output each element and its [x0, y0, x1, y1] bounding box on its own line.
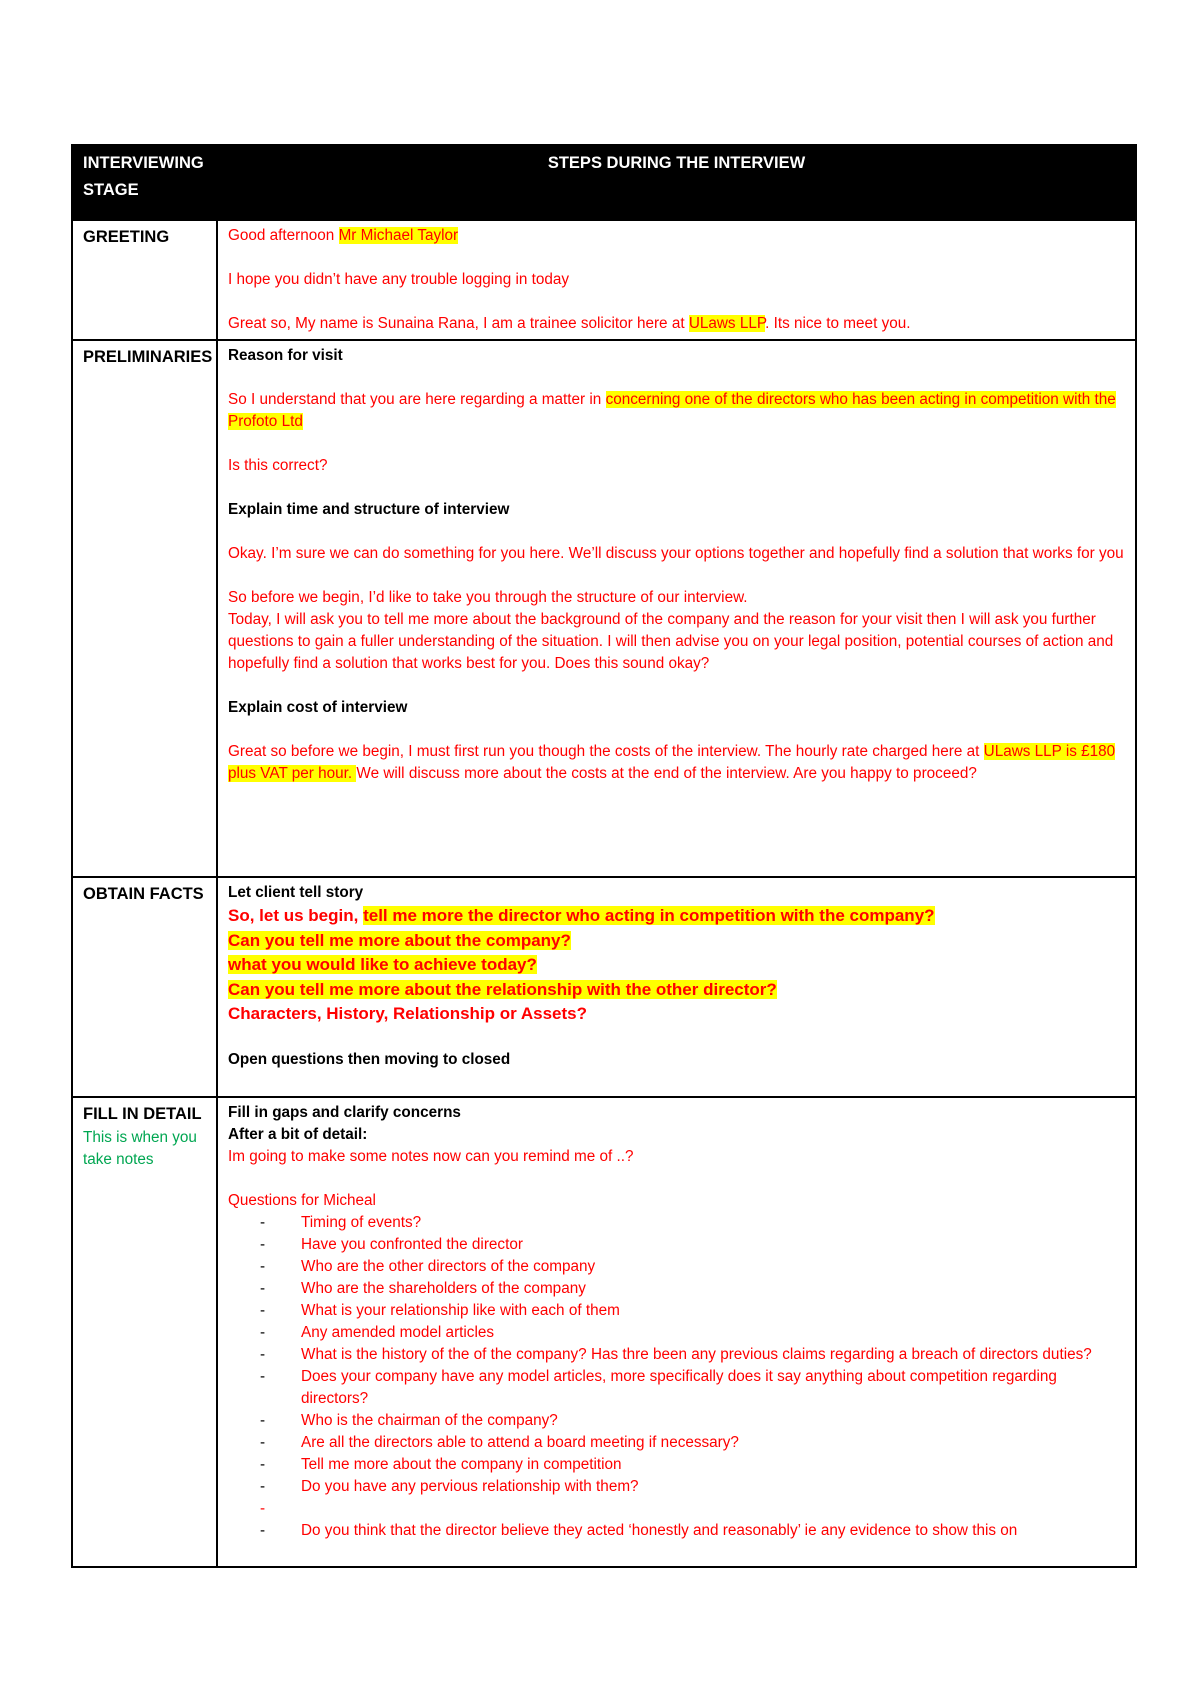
gaps-heading: Fill in gaps and clarify concerns [228, 1104, 461, 1121]
header-stage-cell [72, 145, 217, 220]
notes-paragraph: Im going to make some notes now can you remind me of ..? [228, 1148, 634, 1165]
list-item: - Do you think that the director believe they acted ‘honestly and reasonably’ ie any evidence to show this on [228, 1520, 1125, 1542]
list-item: - Have you confronted the director [228, 1234, 1125, 1256]
question-1 [228, 904, 1125, 929]
note-taking-hint: This is when you take notes [83, 1129, 197, 1168]
fill-in-detail-steps-cell [217, 1097, 1136, 1567]
open-closed-heading: Open questions then moving to closed [228, 1050, 511, 1068]
question-4 [228, 978, 1125, 1003]
question-3-text: what you would like to achieve today? [228, 955, 537, 974]
question-1-highlight: tell me more the director who acting in competition with the company? [363, 906, 935, 925]
obtain-facts-steps-cell [217, 877, 1136, 1097]
preliminaries-stage-label: PRELIMINARIES [83, 348, 213, 366]
preliminaries-steps-cell [217, 340, 1136, 877]
greeting-stage-cell [72, 220, 217, 340]
list-item: - What is your relationship like with each of them [228, 1300, 1125, 1322]
detail-heading: After a bit of detail: [228, 1126, 368, 1143]
client-name-highlight: Mr Michael Taylor [338, 227, 459, 244]
table-header-row [72, 145, 1136, 220]
question-1-text: So, let us begin, [228, 906, 364, 925]
fill-in-detail-stage-cell [72, 1097, 217, 1567]
structure-intro: So before we begin, I’d like to take you through the structure of our interview. [228, 589, 748, 606]
reason-for-visit-heading: Reason for visit [228, 347, 343, 364]
greeting-stage-label: GREETING [83, 228, 170, 246]
question-3 [228, 953, 1125, 978]
questions-heading: Questions for Micheal [228, 1192, 376, 1209]
obtain-facts-row [72, 877, 1136, 1097]
hourly-rate-highlight: ULaws LLP is £180 plus VAT per hour. [228, 743, 1116, 782]
list-item: - Who are the other directors of the company [228, 1256, 1125, 1278]
list-item: - Do you have any pervious relationship with them? [228, 1476, 1125, 1498]
cost-paragraph-text: Great so before we begin, I must first run you though the costs of the interview. The hourly rate charged here at [228, 743, 984, 760]
greeting-line-1-text: Good afternoon [228, 227, 339, 244]
reassurance-paragraph: Okay. I’m sure we can do something for you here. We’ll discuss your options together and hopefully find a solution that works for you [228, 545, 1124, 562]
greeting-line-1 [228, 225, 1125, 247]
greeting-line-3 [228, 313, 1125, 335]
obtain-facts-stage-cell [72, 877, 217, 1097]
greeting-line-3-end: . Its nice to meet you. [765, 315, 911, 332]
structure-paragraph: Today, I will ask you to tell me more about the background of the company and the reason for your visit then I will ask you further questions to gain a fuller understanding of the situation. I will then advise you on your legal position, potential courses of action and hopefully find a solution that works best for you. Does this sound okay? [228, 611, 1114, 672]
list-item: - Tell me more about the company in competition [228, 1454, 1125, 1476]
tell-story-heading: Let client tell story [228, 884, 364, 901]
cost-heading: Explain cost of interview [228, 699, 408, 716]
list-item [228, 1498, 1125, 1520]
list-item: - What is the history of the of the company? Has thre been any previous claims regarding a breach of directors duties? [228, 1344, 1125, 1366]
preliminaries-stage-cell [72, 340, 217, 877]
firm-name-highlight: ULaws LLP [688, 315, 766, 332]
fill-in-detail-row [72, 1097, 1136, 1567]
list-item: - Does your company have any model articles, more specifically does it say anything about competition regarding directors? [228, 1366, 1125, 1410]
header-steps-label: STEPS DURING THE INTERVIEW [547, 154, 806, 172]
list-item: - Are all the directors able to attend a board meeting if necessary? [228, 1432, 1125, 1454]
question-4-text: Can you tell me more about the relationship with the other director? [228, 979, 777, 999]
greeting-row [72, 220, 1136, 340]
list-item: - Who are the shareholders of the company [228, 1278, 1125, 1300]
list-item: - Any amended model articles [228, 1322, 1125, 1344]
greeting-line-2: I hope you didn’t have any trouble logging in today [228, 271, 570, 288]
is-this-correct: Is this correct? [228, 457, 328, 474]
question-2 [228, 929, 1125, 954]
interview-plan-table [71, 144, 1137, 1568]
header-steps-cell [217, 145, 1136, 220]
cost-paragraph [228, 741, 1125, 785]
obtain-facts-stage-label: OBTAIN FACTS [83, 885, 204, 903]
cost-paragraph-end: We will discuss more about the costs at the end of the interview. Are you happy to proceed? [356, 765, 977, 782]
time-structure-heading: Explain time and structure of interview [228, 501, 510, 518]
fill-in-detail-stage-label: FILL IN DETAIL [83, 1105, 202, 1123]
greeting-steps-cell [217, 220, 1136, 340]
question-5: Characters, History, Relationship or Assets? [228, 1004, 587, 1023]
list-item: - Who is the chairman of the company? [228, 1410, 1125, 1432]
header-stage-label: INTERVIEWING STAGE [83, 154, 204, 199]
list-item: - Timing of events? [228, 1212, 1125, 1234]
reason-paragraph-text: So I understand that you are here regarding a matter in [228, 391, 606, 408]
reason-paragraph [228, 389, 1125, 433]
question-2-text: Can you tell me more about the company? [228, 930, 571, 950]
reason-highlight: concerning one of the directors who has been acting in competition with the Profoto Ltd [228, 391, 1116, 430]
questions-list [228, 1212, 1125, 1542]
greeting-line-3-text: Great so, My name is Sunaina Rana, I am a trainee solicitor here at [228, 315, 689, 332]
preliminaries-row [72, 340, 1136, 877]
